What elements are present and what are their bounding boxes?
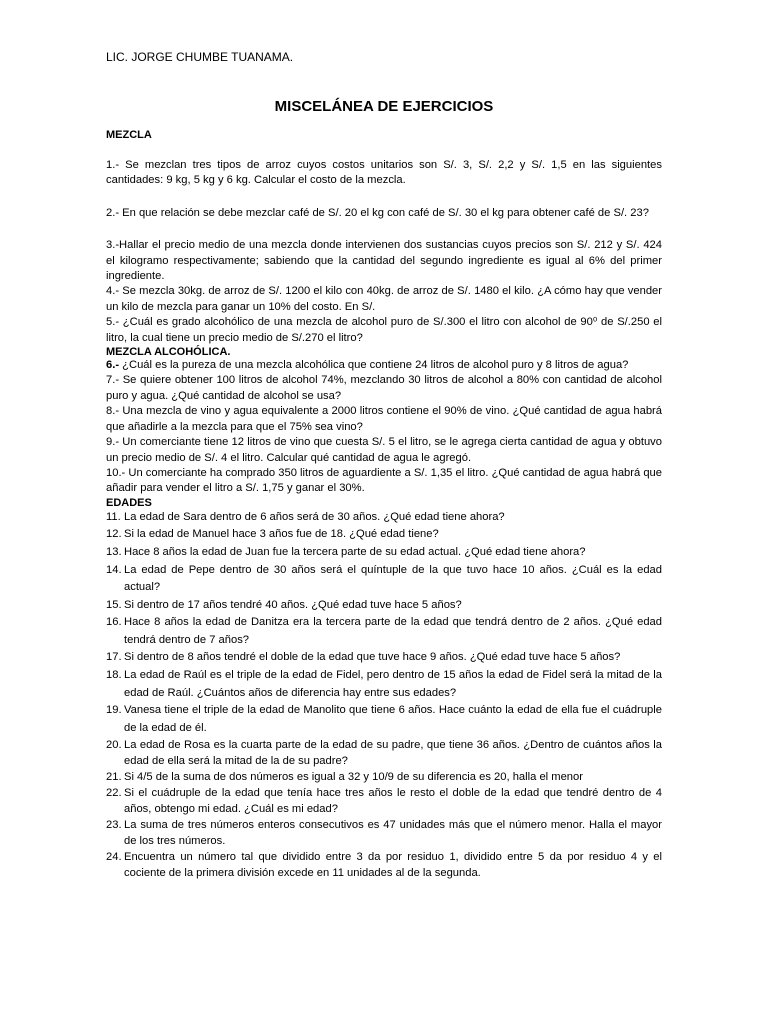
section-heading-edades: EDADES [106, 496, 152, 509]
exercise-6-text: ¿Cuál es la pureza de una mezcla alcohólica que contiene 24 litros de alcohol puro y 8 litros de agua? [119, 359, 629, 372]
list-item: 18. La edad de Raúl es el triple de la edad de Fidel, pero dentro de 15 años la edad de Fidel será la mitad de la edad de Raúl. ¿Cuántos años de diferencia hay entre sus edades? [106, 669, 662, 699]
list-item: 24. Encuentra un número tal que dividido entre 3 da por residuo 1, dividido entre 5 da por residuo 4 y el cociente de la primera división excede en 11 unidades al de la segunda. [106, 851, 662, 880]
section-heading-alcoholica: MEZCLA ALCOHÓLICA. [106, 346, 231, 359]
list-item: 15. Si dentro de 17 años tendré 40 años. ¿Qué edad tuve hace 5 años? [106, 598, 462, 611]
edades-list [106, 509, 662, 882]
list-item: 11. La edad de Sara dentro de 6 años será de 30 años. ¿Qué edad tiene ahora? [106, 510, 505, 523]
exercise-8: 8.- Una mezcla de vino y agua equivalente a 2000 litros contiene el 90% de vino. ¿Qué cantidad de agua habrá que añadirle a la mezcla para que el 75% sea vino? [106, 405, 662, 433]
list-item: 14. La edad de Pepe dentro de 30 años será el quíntuple de la que tuvo hace 10 años. ¿Cuál es la edad actual? [106, 563, 662, 594]
list-item: 16. Hace 8 años la edad de Danitza era la tercera parte de la edad que tendrá dentro de 2 años. ¿Qué edad tendrá dentro de 7 años? [106, 616, 662, 646]
list-item: 17. Si dentro de 8 años tendré el doble de la edad que tuve hace 9 años. ¿Qué edad tuve hace 5 años? [106, 651, 621, 664]
list-item: 21. Si 4/5 de la suma de dos números es igual a 32 y 10/9 de su diferencia es 20, halla el menor [106, 771, 583, 784]
exercise-2: 2.- En que relación se debe mezclar café de S/. 20 el kg con café de S/. 30 el kg para obtener café de S/. 23? [106, 206, 649, 219]
list-item: 12. Si la edad de Manuel hace 3 años fue de 18. ¿Qué edad tiene? [106, 528, 439, 541]
exercise-4: 4.- Se mezcla 30kg. de arroz de S/. 1200 el kilo con 40kg. de arroz de S/. 1480 el kilo. ¿A cómo hay que vender un kilo de mezcla para ganar un 10% del costo. En S/. [106, 285, 662, 313]
author-line: LIC. JORGE CHUMBE TUANAMA. [106, 50, 294, 64]
exercise-5: 5.- ¿Cuál es grado alcohólico de una mezcla de alcohol puro de S/.300 el litro con alcohol de 90⁰ de S/.250 el litro, la cual tiene un precio medio de S/.270 el litro? [106, 316, 662, 344]
list-item: 23. La suma de tres números enteros consecutivos es 47 unidades más que el número menor. Halla el mayor de los tres números. [106, 819, 662, 848]
exercise-9: 9.- Un comerciante tiene 12 litros de vino que cuesta S/. 5 el litro, se le agrega cierta cantidad de agua y obtuvo un precio medio de S/. 4 el litro. Calcular qué cantidad de agua le agregó. [106, 436, 662, 464]
exercise-3: 3.-Hallar el precio medio de una mezcla donde intervienen dos sustancias cuyos precios son S/. 212 y S/. 424 el kilogramo respectivamente; sabiendo que la cantidad del segundo ingrediente es igual al 6% del primer ingrediente. [106, 239, 662, 283]
section-heading-mezcla: MEZCLA [106, 129, 152, 141]
exercise-6 [106, 358, 662, 373]
list-item: 19. Vanesa tiene el triple de la edad de Manolito que tiene 6 años. Hace cuánto la edad de ella fue el cuádruple de la edad de él. [106, 704, 662, 734]
exercise-10: 10.- Un comerciante ha comprado 350 litros de aguardiente a S/. 1,35 el litro. ¿Qué cantidad de agua habrá que añadir para vender el litro a S/. 1,75 y ganar el 30%. [106, 466, 662, 495]
exercise-1: 1.- Se mezclan tres tipos de arroz cuyos costos unitarios son S/. 3, S/. 2,2 y S/. 1,5 en las siguientes cantidades: 9 kg, 5 kg y 6 kg. Calcular el costo de la mezcla. [106, 159, 662, 187]
exercise-6-number: 6.- [106, 359, 120, 372]
exercise-7: 7.- Se quiere obtener 100 litros de alcohol 74%, mezclando 30 litros de alcohol a 80% con cantidad de alcohol puro y agua. ¿Qué cantidad de alcohol se usa? [106, 374, 662, 402]
document-title: MISCELÁNEA DE EJERCICIOS [274, 98, 494, 115]
list-item: 13. Hace 8 años la edad de Juan fue la tercera parte de su edad actual. ¿Qué edad tiene ahora? [106, 545, 586, 558]
list-item: 20. La edad de Rosa es la cuarta parte de la edad de su padre, que tiene 36 años. ¿Dentro de cuántos años la edad de ella será la mitad de la de su padre? [106, 739, 662, 768]
list-item: 22. Si el cuádruple de la edad que tenía hace tres años le resto el doble de la edad que tendré dentro de 4 años, obtengo mi edad. ¿Cuál es mi edad? [106, 787, 662, 816]
